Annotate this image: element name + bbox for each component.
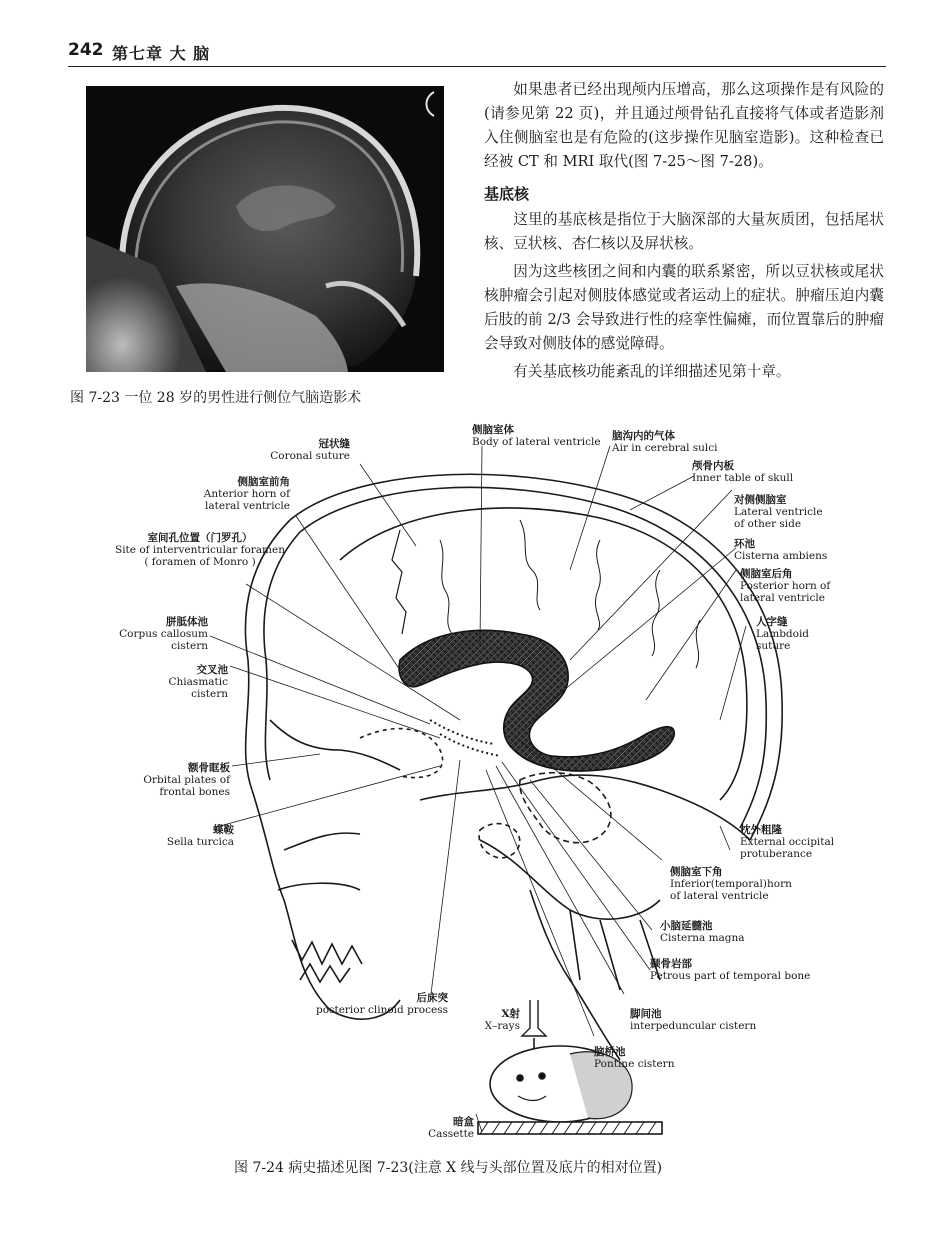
body-text [484, 78, 884, 388]
section-heading: 基底核 [484, 185, 530, 203]
label-pontine-cistern: 脑桥池 Pontine cistern [594, 1046, 675, 1070]
label-body-lateral-ventricle: 侧脑室体 Body of lateral ventricle [472, 424, 601, 448]
label-inner-table-skull: 颅骨内板 Inner table of skull [692, 460, 794, 484]
paragraph: 因为这些核团之间和内囊的联系紧密，所以豆状核或尾状核肿瘤会引起对侧肢体感觉或者运动上的症状。肿瘤压迫内囊后肢的前 2/3 会导致进行性的痉挛性偏瘫，而位置靠后的肿瘤会导致对侧肢体的感觉障碍。 [484, 263, 884, 352]
label-inferior-horn: 侧脑室下角 Inferior(temporal)horn of lateral ventricle [670, 866, 792, 902]
label-external-occipital-protuberance: 枕外粗隆 External occipital protuberance [740, 824, 835, 860]
label-posterior-clinoid-process: 后床突 posterior clinoid process [316, 992, 448, 1016]
paragraph: 这里的基底核是指位于大脑深部的大量灰质团，包括尾状核、豆状核、杏仁核以及屏状核。 [484, 211, 884, 252]
chapter-title: 第七章 大 脑 [112, 44, 211, 63]
label-x-rays: X射 X–rays [484, 1008, 520, 1032]
label-orbital-plates: 额骨眶板 Orbital plates of frontal bones [143, 762, 230, 798]
label-chiasmatic-cistern: 交叉池 Chiasmatic cistern [168, 664, 228, 700]
label-interpeduncular-cistern: 脚间池 interpeduncular cistern [630, 1008, 757, 1032]
label-air-cerebral-sulci: 脑沟内的气体 Air in cerebral sulci [612, 430, 718, 454]
label-petrous-temporal: 颞骨岩部 Petrous part of temporal bone [650, 958, 811, 982]
figure-7-23-caption: 图 7-23 一位 28 岁的男性进行侧位气脑造影术 [70, 390, 362, 406]
label-corpus-callosum-cistern: 胼胝体池 Corpus callosum cistern [119, 616, 208, 652]
label-coronal-suture: 冠状缝 Coronal suture [270, 438, 350, 462]
label-sella-turcica: 蝶鞍 Sella turcica [166, 824, 234, 848]
xray-photo [86, 86, 444, 372]
label-posterior-horn: 侧脑室后角 Posterior horn of lateral ventricle [740, 568, 831, 604]
paragraph: 如果患者已经出现颅内压增高，那么这项操作是有风险的(请参见第 22 页)，并且通过颅骨钻孔直接将气体或者造影剂入住侧脑室也是有危险的(这步操作见脑室造影)。这种检查已经被 CT 和 MRI 取代(图 7-25～图 7-28)。 [484, 81, 884, 170]
label-lambdoid-suture: 人字缝 Lambdoid suture [756, 616, 810, 652]
paragraph: 有关基底核功能紊乱的详细描述见第十章。 [513, 363, 791, 380]
running-header [68, 40, 886, 67]
label-cassette: 暗盒 Cassette [428, 1116, 474, 1140]
label-cisterna-magna: 小脑延髓池 Cisterna magna [660, 920, 745, 944]
label-cisterna-ambiens: 环池 Cisterna ambiens [734, 538, 828, 562]
label-anterior-horn: 侧脑室前角 Anterior horn of lateral ventricle [203, 476, 290, 512]
page-number: 242 [68, 40, 104, 60]
figure-7-24-caption: 图 7-24 病史描述见图 7-23(注意 X 线与头部位置及底片的相对位置) [234, 1160, 663, 1176]
xray-image [86, 86, 444, 372]
label-lateral-ventricle-other-side: 对侧侧脑室 Lateral ventricle of other side [734, 494, 823, 530]
label-interventricular-foramen: 室间孔位置（门罗孔） Site of interventricular foramen ( foramen of Monro ) [115, 532, 285, 568]
figure-7-24-diagram [100, 420, 860, 1148]
